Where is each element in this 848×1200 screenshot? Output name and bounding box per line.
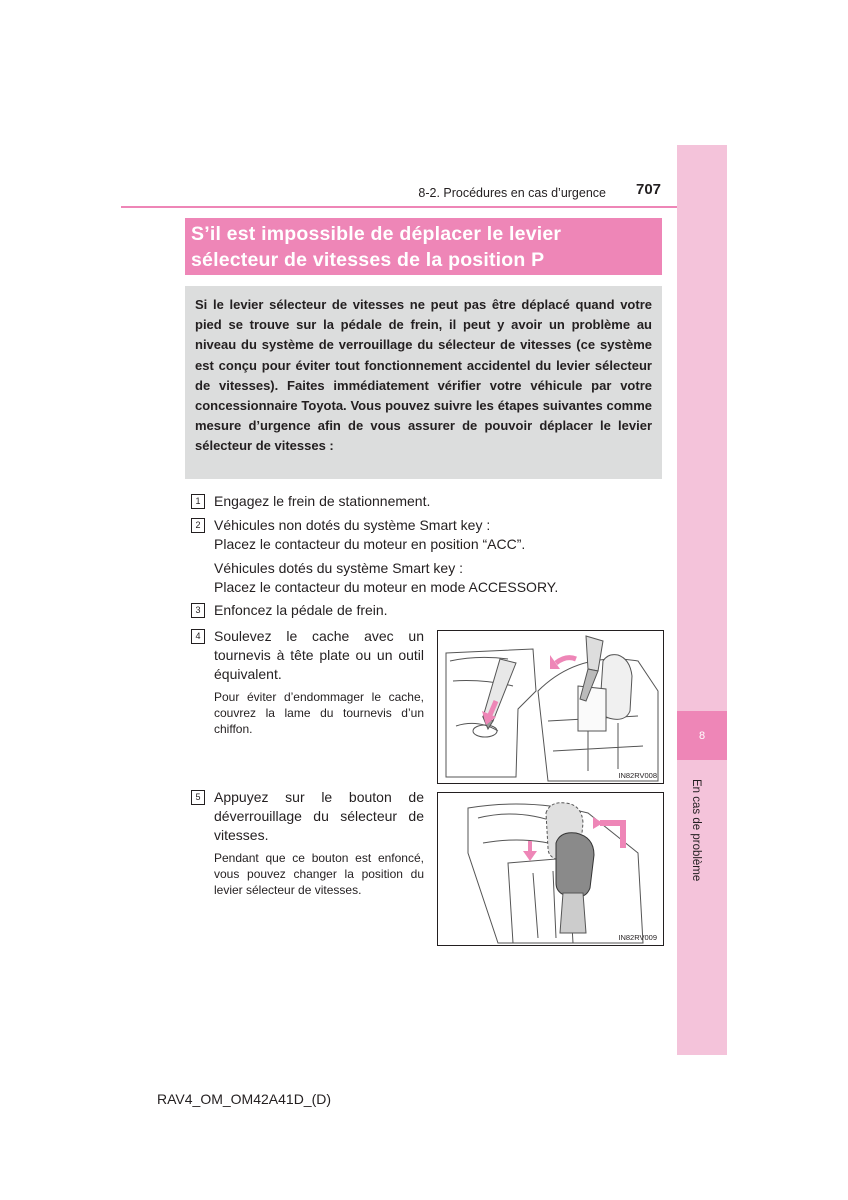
title-line-1: S’il est impossible de déplacer le levier bbox=[191, 223, 562, 245]
step-text-4: Soulevez le cache avec un tournevis à tête plate ou un outil équivalent. bbox=[214, 628, 424, 682]
step-number-3: 3 bbox=[191, 603, 205, 618]
illustration-shift-release bbox=[438, 793, 663, 945]
step-note-4: Pour éviter d’endommager le cache, couvrez la lame du tournevis d’un chiffon. bbox=[214, 690, 424, 736]
section-header: 8-2. Procédures en cas d’urgence bbox=[418, 186, 606, 200]
step-2-line-3: Véhicules dotés du système Smart key : bbox=[214, 560, 463, 576]
chapter-number-badge: 8 bbox=[677, 711, 727, 760]
step-text-3: Enfoncez la pédale de frein. bbox=[214, 602, 388, 618]
figure-code-1: IN82RV008 bbox=[618, 771, 657, 780]
figure-release-button bbox=[437, 792, 664, 946]
figure-code-2: IN82RV009 bbox=[618, 933, 657, 942]
header-rule bbox=[121, 206, 677, 208]
step-2-line-2: Placez le contacteur du moteur en position “ACC”. bbox=[214, 536, 526, 552]
intro-box: Si le levier sélecteur de vitesses ne peut pas être déplacé quand votre pied se trouve sur la pédale de frein, il peut y avoir un problème au niveau du système de verrouillage du sélecteur de vitesses (ce système est conçu pour éviter tout fonctionnement accidentel du levier sélecteur de vitesses). Faites immédiatement vérifier votre véhicule par votre concessionnaire Toyota. Vous pouvez suivre les étapes suivantes comme mesure d’urgence afin de vous assurer de pouvoir déplacer le levier sélecteur de vitesses : bbox=[185, 286, 662, 479]
chapter-side-tab bbox=[677, 145, 727, 1055]
step-note-5: Pendant que ce bouton est enfoncé, vous pouvez changer la position du levier sélecteur de vitesses. bbox=[214, 851, 424, 897]
chapter-label: En cas de problème bbox=[690, 778, 702, 882]
page-number: 707 bbox=[636, 181, 662, 198]
step-text-5: Appuyez sur le bouton de déverrouillage du sélecteur de vitesses. bbox=[214, 789, 424, 843]
page-title bbox=[185, 218, 662, 275]
step-number-2: 2 bbox=[191, 518, 205, 533]
step-number-4: 4 bbox=[191, 629, 205, 644]
figure-remove-cover bbox=[437, 630, 664, 784]
step-text-1: Engagez le frein de stationnement. bbox=[214, 493, 431, 509]
title-line-2: sélecteur de vitesses de la position P bbox=[191, 249, 545, 271]
step-text-2: Véhicules non dotés du système Smart key : bbox=[214, 517, 491, 533]
document-footer-code: RAV4_OM_OM42A41D_(D) bbox=[157, 1091, 332, 1107]
step-2-line-4: Placez le contacteur du moteur en mode ACCESSORY. bbox=[214, 579, 559, 595]
step-number-1: 1 bbox=[191, 494, 205, 509]
step-number-5: 5 bbox=[191, 790, 205, 805]
illustration-screwdriver-cover bbox=[438, 631, 663, 783]
